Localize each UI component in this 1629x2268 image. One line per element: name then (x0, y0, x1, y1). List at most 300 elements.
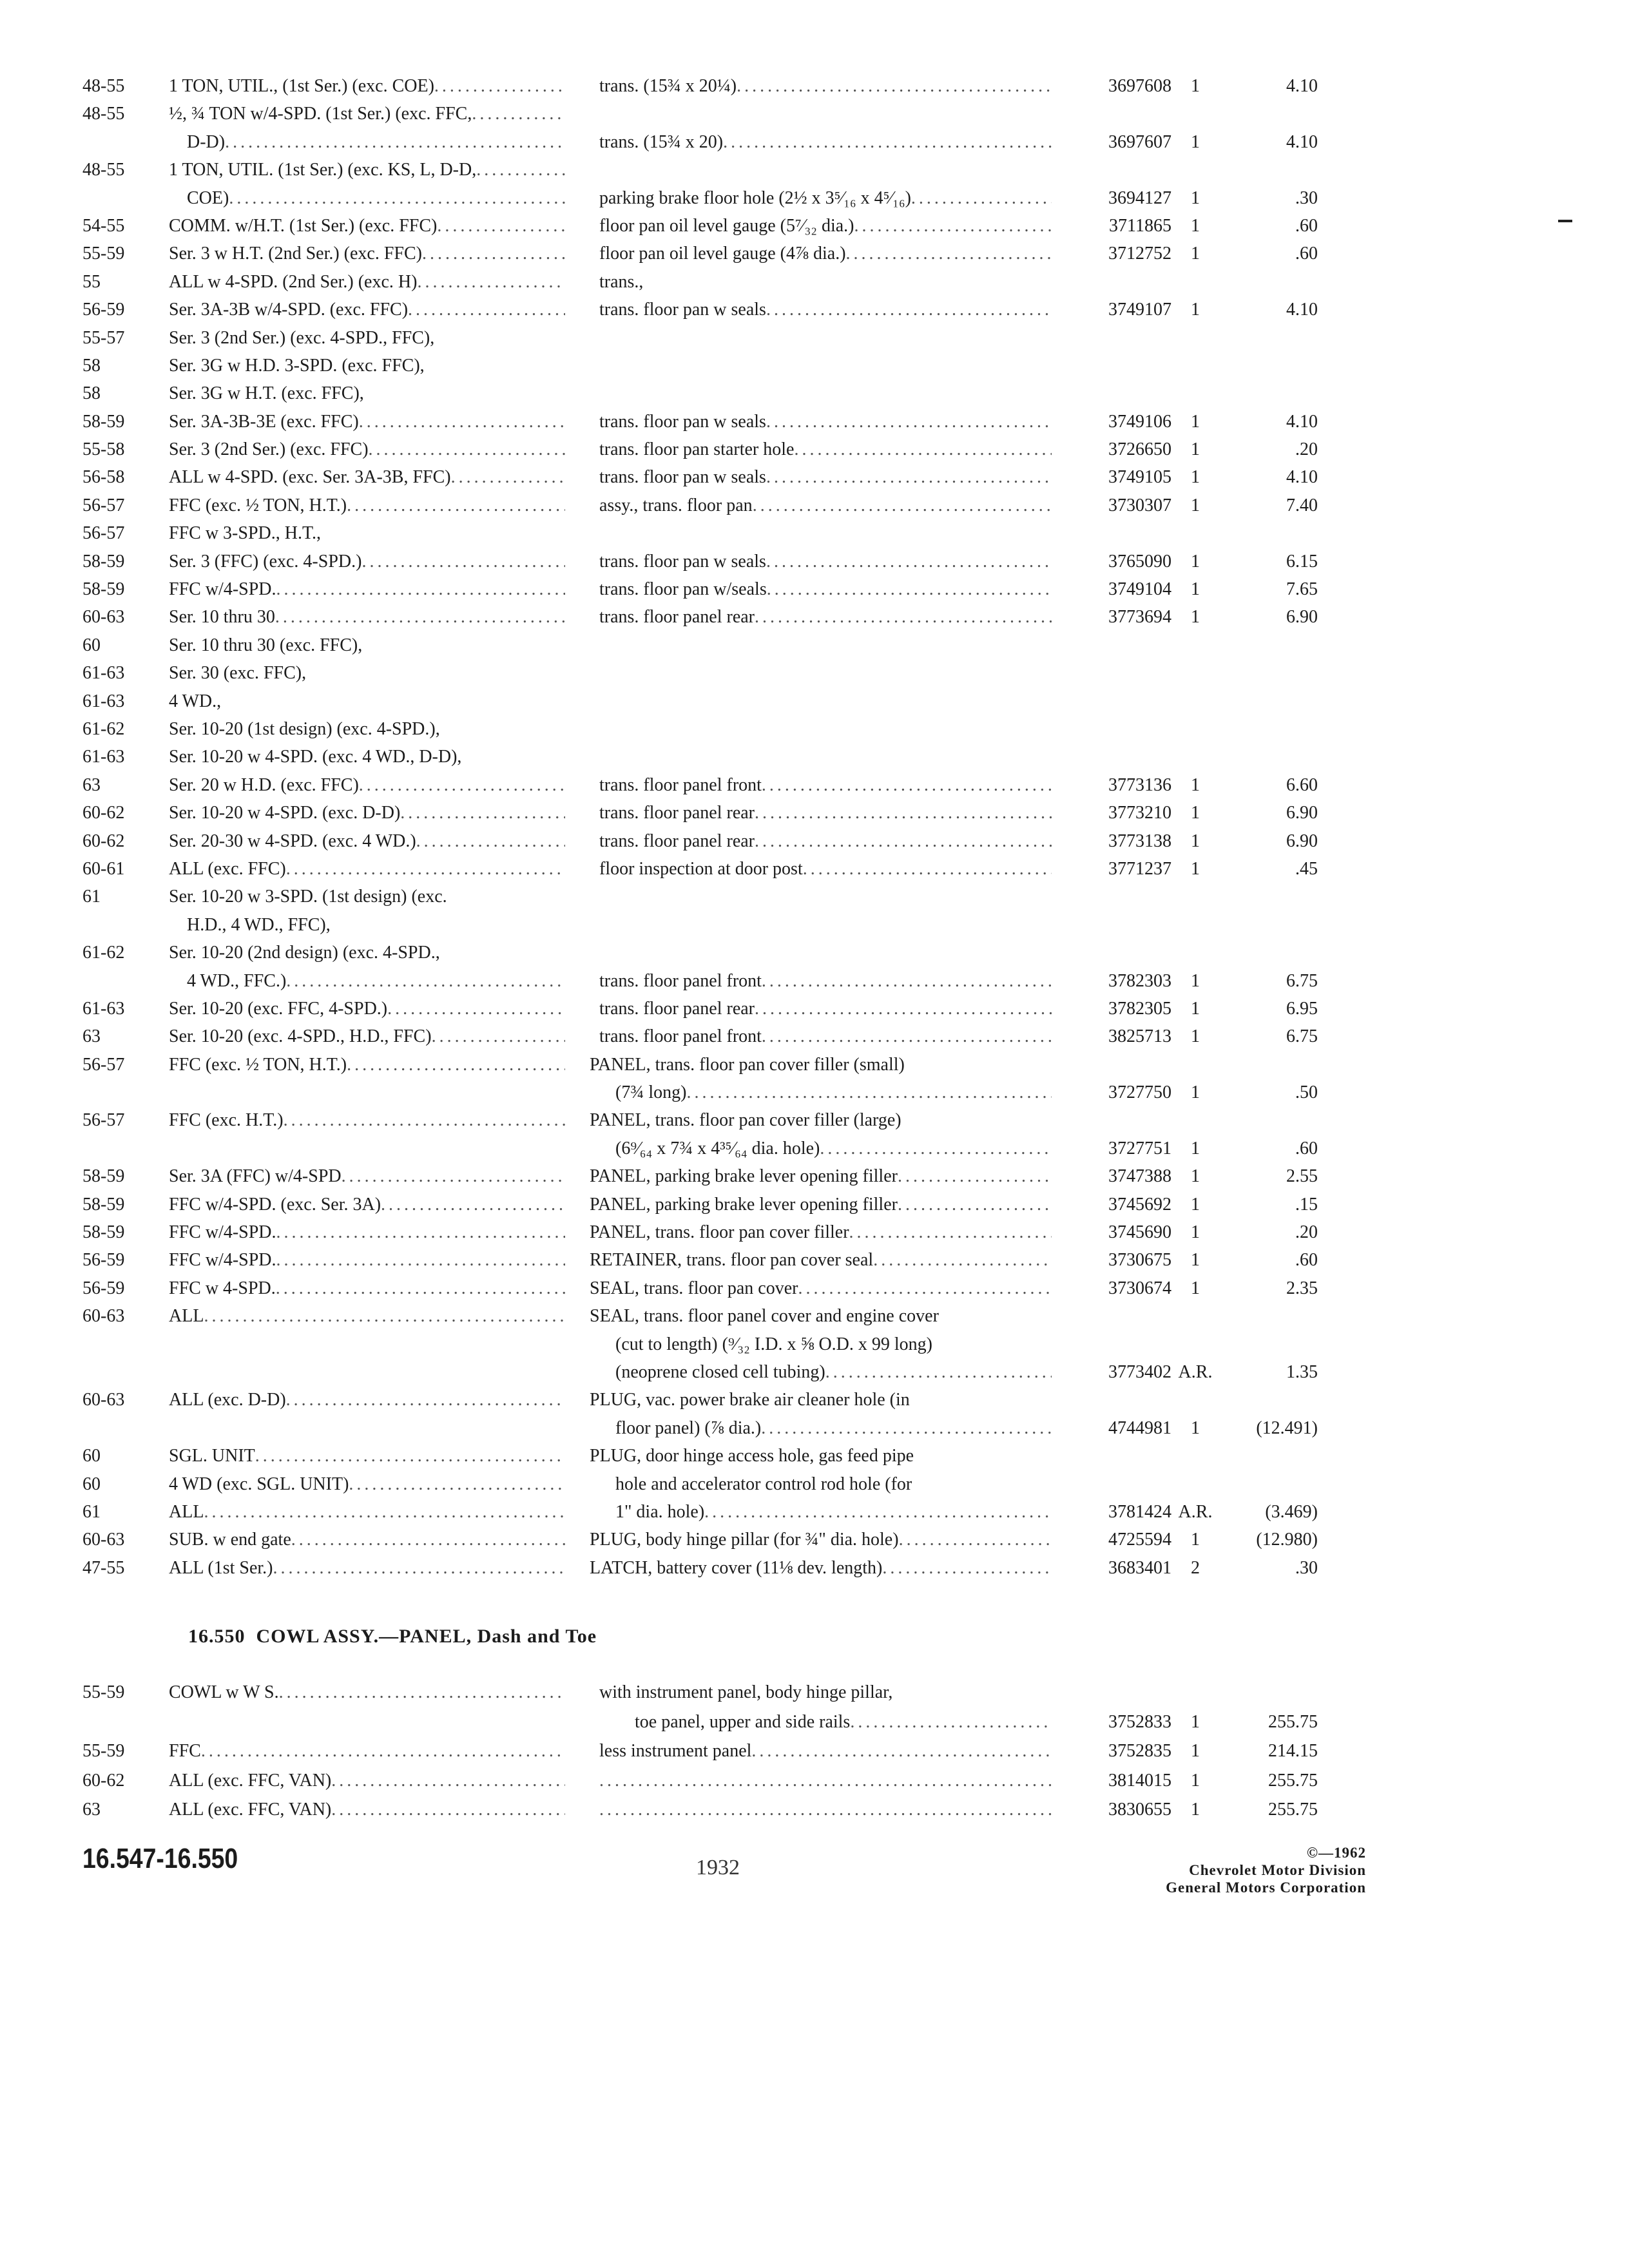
table-row (0, 156, 1629, 184)
table-row (0, 1554, 1629, 1582)
model-years: 61-62 (82, 943, 125, 963)
model-years: 63 (82, 1026, 101, 1047)
model-years: 56-57 (82, 495, 125, 515)
table-row (0, 939, 1629, 966)
leader-dots (753, 492, 1052, 519)
part-number: 4725594 (1108, 1530, 1171, 1550)
model-applicability-text: FFC w/4-SPD. (169, 579, 276, 600)
table-row (0, 519, 1629, 547)
price: 4.10 (1286, 300, 1318, 320)
model-applicability: Ser. 3G w H.T. (exc. FFC), (169, 383, 364, 404)
model-applicability-text: FFC (169, 1741, 201, 1761)
part-description (615, 1135, 1052, 1162)
price: 255.75 (1268, 1800, 1318, 1820)
model-years: 48-55 (82, 160, 125, 180)
model-applicability (169, 1554, 565, 1582)
part-description: PANEL, trans. floor pan cover filler (small) (590, 1054, 905, 1075)
part-description (599, 463, 1052, 491)
model-years: 60-61 (82, 858, 125, 879)
part-number: 3773402 (1108, 1361, 1171, 1382)
part-description-text: trans. floor panel rear (599, 607, 755, 628)
price: .20 (1295, 439, 1318, 460)
price: .30 (1295, 187, 1318, 208)
table-row (0, 1358, 1629, 1386)
quantity: 1 (1191, 495, 1200, 515)
part-number: 3773138 (1108, 831, 1171, 851)
model-applicability (169, 1678, 565, 1707)
part-number: 4744981 (1108, 1418, 1171, 1438)
table-row (0, 1442, 1629, 1470)
model-applicability-text: COWL w W S. (169, 1682, 279, 1702)
model-years: 54-55 (82, 215, 125, 236)
quantity: 1 (1191, 76, 1200, 96)
copyright: ©—1962 (1306, 1845, 1366, 1861)
price: 6.90 (1286, 607, 1318, 628)
part-description (599, 1736, 1052, 1766)
model-applicability-text: Ser. 10-20 (exc. 4-SPD., H.D., FFC) (169, 1026, 432, 1047)
part-number: 3773694 (1108, 607, 1171, 628)
quantity: 1 (1191, 131, 1200, 152)
table-row (0, 1051, 1629, 1079)
part-description-text: trans. floor panel front (599, 970, 762, 991)
model-applicability (169, 1498, 565, 1526)
quantity: 1 (1191, 215, 1200, 236)
quantity: 1 (1191, 607, 1200, 628)
model-years: 56-57 (82, 1110, 125, 1131)
table-row (0, 380, 1629, 407)
price: .60 (1295, 1138, 1318, 1158)
model-applicability-text: 4 WD., FFC.) (187, 970, 287, 991)
leader-dots (911, 184, 1052, 212)
model-applicability-text: FFC (exc. H.T.) (169, 1110, 284, 1131)
table-row (0, 967, 1629, 995)
model-applicability-text: Ser. 3A (FFC) w/4-SPD (169, 1166, 342, 1187)
price: 2.35 (1286, 1278, 1318, 1298)
model-years: 60-63 (82, 1390, 125, 1410)
model-applicability-text: ALL (exc. D-D) (169, 1390, 286, 1410)
part-number: 3694127 (1108, 187, 1171, 208)
quantity: 1 (1191, 1278, 1200, 1298)
leader-dots (599, 1766, 1052, 1796)
part-description-text: trans. floor panel front (599, 1026, 762, 1047)
part-description-text: trans. (15¾ x 20¼) (599, 76, 737, 96)
leader-dots (359, 408, 565, 436)
price: (12.491) (1256, 1418, 1318, 1438)
part-number: 3773136 (1108, 774, 1171, 795)
model-applicability-text: Ser. 20-30 w 4-SPD. (exc. 4 WD.) (169, 831, 416, 851)
table-row (0, 463, 1629, 491)
model-applicability-text: FFC w/4-SPD. (169, 1222, 276, 1243)
part-description (599, 1795, 1052, 1825)
quantity: A.R. (1178, 1501, 1213, 1522)
model-applicability (169, 1274, 565, 1302)
part-description (599, 827, 1052, 855)
quantity: 1 (1191, 579, 1200, 600)
part-description (599, 212, 1052, 240)
price: 255.75 (1268, 1711, 1318, 1732)
model-applicability-text: SUB. w end gate (169, 1530, 291, 1550)
model-applicability: Ser. 10 thru 30 (exc. FFC), (169, 635, 363, 655)
quantity: 1 (1191, 467, 1200, 488)
model-applicability (169, 575, 565, 603)
table-row (0, 212, 1629, 240)
price: 4.10 (1286, 131, 1318, 152)
page-number: 1932 (696, 1856, 740, 1879)
model-years: 61 (82, 887, 101, 907)
quantity: 1 (1191, 411, 1200, 432)
part-description (599, 548, 1052, 575)
part-description (599, 72, 1052, 100)
model-years: 55-58 (82, 439, 125, 460)
leader-dots (229, 184, 565, 212)
part-description: PANEL, trans. floor pan cover filler (large) (590, 1110, 901, 1131)
leader-dots (762, 1023, 1052, 1050)
part-description (599, 184, 1052, 212)
table-row (0, 855, 1629, 883)
price: 214.15 (1268, 1741, 1318, 1761)
quantity: 1 (1191, 1800, 1200, 1820)
price: 4.10 (1286, 467, 1318, 488)
part-description (615, 1498, 1052, 1526)
model-years: 58-59 (82, 579, 125, 600)
quantity: 1 (1191, 970, 1200, 991)
model-years: 55-57 (82, 327, 125, 348)
part-description (615, 1358, 1052, 1386)
quantity: 1 (1191, 774, 1200, 795)
model-years: 61 (82, 1501, 101, 1522)
quantity: 1 (1191, 439, 1200, 460)
model-applicability (169, 240, 565, 267)
leader-dots (762, 771, 1052, 799)
leader-dots (820, 1135, 1052, 1162)
model-years: 60-62 (82, 803, 125, 823)
part-number: 3825713 (1108, 1026, 1171, 1047)
leader-dots (416, 827, 565, 855)
part-description (590, 1274, 1052, 1302)
leader-dots (276, 1274, 565, 1302)
model-applicability: Ser. 3 (2nd Ser.) (exc. 4-SPD., FFC), (169, 327, 435, 348)
part-number: 3745692 (1108, 1194, 1171, 1215)
publisher-corporation: General Motors Corporation (1166, 1879, 1366, 1896)
table-row (0, 743, 1629, 771)
quantity: 1 (1191, 187, 1200, 208)
quantity: 1 (1191, 1770, 1200, 1791)
leader-dots (766, 463, 1052, 491)
table-row (0, 492, 1629, 519)
part-description (590, 1246, 1052, 1274)
leader-dots (437, 212, 565, 240)
part-number: 3712752 (1108, 244, 1171, 264)
table-row (0, 1331, 1629, 1358)
quantity: 1 (1191, 1222, 1200, 1243)
quantity: A.R. (1178, 1361, 1213, 1382)
leader-dots (472, 100, 565, 128)
model-applicability-text: ALL (169, 1501, 204, 1522)
model-applicability-text: Ser. 3A-3B w/4-SPD. (exc. FFC) (169, 300, 409, 320)
leader-dots (286, 855, 565, 883)
leader-dots (347, 1051, 565, 1079)
price: .15 (1295, 1194, 1318, 1215)
part-description (599, 436, 1052, 463)
table-row (0, 324, 1629, 352)
model-applicability-text: ALL (169, 1306, 204, 1327)
model-years: 58-59 (82, 1194, 125, 1215)
model-applicability (169, 548, 565, 575)
leader-dots (755, 827, 1052, 855)
publisher-division: Chevrolet Motor Division (1189, 1862, 1366, 1878)
leader-dots (825, 1358, 1052, 1386)
model-applicability-text: 4 WD (exc. SGL. UNIT) (169, 1474, 349, 1494)
table-row (0, 184, 1629, 212)
model-years: 60-63 (82, 1530, 125, 1550)
table-row (0, 1135, 1629, 1162)
leader-dots (849, 1218, 1052, 1246)
leader-dots (898, 1191, 1052, 1218)
part-number: 3749105 (1108, 467, 1171, 488)
model-applicability (169, 1736, 565, 1766)
table-row (0, 1526, 1629, 1553)
quantity: 1 (1191, 1250, 1200, 1271)
table-row (0, 72, 1629, 100)
model-applicability (169, 156, 565, 184)
part-description-text: trans. floor pan w seals (599, 551, 766, 572)
price: 4.10 (1286, 76, 1318, 96)
model-applicability-text: 1 TON, UTIL. (1st Ser.) (exc. KS, L, D-D, (169, 160, 477, 180)
part-description: with instrument panel, body hinge pillar, (599, 1682, 893, 1702)
model-years: 56-58 (82, 467, 125, 488)
table-row (0, 1162, 1629, 1190)
part-description-text: toe panel, upper and side rails (635, 1711, 851, 1732)
price: 6.90 (1286, 831, 1318, 851)
price: 6.90 (1286, 803, 1318, 823)
model-applicability-text: ALL w 4-SPD. (2nd Ser.) (exc. H) (169, 271, 418, 292)
model-applicability (169, 771, 565, 799)
part-description-text: floor pan oil level gauge (5⁷⁄₃₂ dia.) (599, 215, 854, 236)
model-applicability-text: D-D) (187, 131, 226, 152)
parts-table (0, 72, 1629, 1582)
part-number: 3782305 (1108, 998, 1171, 1019)
leader-dots (349, 1470, 565, 1498)
model-applicability-text: Ser. 3 (FFC) (exc. 4-SPD.) (169, 551, 362, 572)
model-years: 60-63 (82, 607, 125, 628)
part-description-text: (neoprene closed cell tubing) (615, 1361, 825, 1382)
model-years: 61-63 (82, 663, 125, 684)
model-applicability (169, 855, 565, 883)
price: 255.75 (1268, 1770, 1318, 1791)
leader-dots (408, 296, 565, 323)
model-applicability: FFC w 3-SPD., H.T., (169, 523, 321, 544)
leader-dots (347, 492, 565, 519)
part-number: 3730674 (1108, 1278, 1171, 1298)
leader-dots (873, 1246, 1052, 1274)
table-row (0, 296, 1629, 323)
part-number: 3749106 (1108, 411, 1171, 432)
price: .30 (1295, 1557, 1318, 1578)
leader-dots (899, 1526, 1052, 1553)
part-description (599, 799, 1052, 827)
model-applicability-text: 1 TON, UTIL., (1st Ser.) (exc. COE) (169, 76, 434, 96)
model-applicability (169, 1386, 565, 1414)
leader-dots (331, 1795, 565, 1825)
part-description-text: trans. floor panel rear (599, 803, 755, 823)
model-years: 58-59 (82, 1222, 125, 1243)
model-years: 55-59 (82, 1682, 125, 1702)
part-description (599, 1766, 1052, 1796)
leader-dots (686, 1079, 1052, 1106)
table-row (0, 240, 1629, 267)
model-applicability (169, 268, 565, 296)
model-applicability-text: Ser. 10-20 (exc. FFC, 4-SPD.) (169, 998, 388, 1019)
leader-dots (898, 1162, 1052, 1190)
model-years: 55-59 (82, 244, 125, 264)
leader-dots (755, 603, 1052, 631)
table-row (0, 1766, 1629, 1796)
model-applicability-text: ALL (exc. FFC, VAN) (169, 1800, 332, 1820)
part-description (599, 995, 1052, 1023)
leader-dots (291, 1526, 565, 1553)
price: (12.980) (1256, 1530, 1318, 1550)
quantity: 1 (1191, 300, 1200, 320)
model-applicability-text: ALL (exc. FFC) (169, 858, 286, 879)
model-applicability (169, 72, 565, 100)
leader-dots (846, 240, 1052, 267)
part-description (599, 492, 1052, 519)
part-number: 3697608 (1108, 76, 1171, 96)
leader-dots (273, 1554, 566, 1582)
model-years: 60-62 (82, 1770, 125, 1791)
model-applicability (169, 408, 565, 436)
leader-dots (255, 1442, 565, 1470)
publisher-block (1095, 1844, 1366, 1896)
part-description (635, 1707, 1052, 1737)
part-number: 3711865 (1109, 215, 1171, 236)
part-description: hole and accelerator control rod hole (for (615, 1474, 912, 1494)
table-row (0, 548, 1629, 575)
leader-dots (276, 1218, 565, 1246)
table-row (0, 408, 1629, 436)
model-applicability-text: ALL w 4-SPD. (exc. Ser. 3A-3B, FFC) (169, 467, 451, 488)
part-number: 3749104 (1108, 579, 1171, 600)
part-description-text: floor pan oil level gauge (4⅞ dia.) (599, 244, 846, 264)
part-description-text: floor panel) (⅞ dia.) (615, 1418, 762, 1438)
leader-dots (400, 799, 565, 827)
model-applicability (169, 492, 565, 519)
table-row (0, 128, 1629, 156)
model-years: 58 (82, 355, 101, 376)
leader-dots (417, 268, 565, 296)
leader-dots (279, 1678, 565, 1707)
leader-dots (476, 156, 565, 184)
model-years: 61-63 (82, 691, 125, 711)
quantity: 2 (1191, 1557, 1200, 1578)
table-row (0, 603, 1629, 631)
model-years: 58-59 (82, 411, 125, 432)
model-applicability (169, 1162, 565, 1190)
leader-dots (882, 1554, 1052, 1582)
leader-dots (755, 995, 1052, 1023)
quantity: 1 (1191, 998, 1200, 1019)
model-applicability (169, 1302, 565, 1330)
part-number: 3727750 (1108, 1082, 1171, 1103)
model-applicability-text: Ser. 3 (2nd Ser.) (exc. FFC) (169, 439, 369, 460)
model-applicability (169, 1218, 565, 1246)
model-applicability: Ser. 10-20 (1st design) (exc. 4-SPD.), (169, 718, 440, 739)
part-description (615, 1079, 1052, 1106)
leader-dots (422, 240, 565, 267)
table-row (0, 1274, 1629, 1302)
part-number: 3765090 (1108, 551, 1171, 572)
model-applicability-text: FFC (exc. ½ TON, H.T.) (169, 495, 347, 515)
model-applicability (169, 1023, 565, 1050)
model-applicability-text: Ser. 10 thru 30 (169, 607, 275, 628)
part-description (599, 128, 1052, 156)
part-number: 3730675 (1108, 1250, 1171, 1271)
quantity: 1 (1191, 244, 1200, 264)
part-description-text: trans. floor pan w seals (599, 300, 766, 320)
part-description (590, 1526, 1052, 1553)
model-applicability (169, 100, 565, 128)
model-years: 47-55 (82, 1557, 125, 1578)
part-description-text: less instrument panel (599, 1741, 752, 1761)
table-row (0, 659, 1629, 687)
model-applicability (169, 1795, 565, 1825)
leader-dots (387, 995, 565, 1023)
part-description-text: trans. floor pan starter hole (599, 439, 795, 460)
leader-dots (451, 463, 565, 491)
table-row (0, 911, 1629, 939)
table-row (0, 771, 1629, 799)
leader-dots (204, 1498, 565, 1526)
part-description-text: trans. floor pan w seals (599, 411, 766, 432)
model-applicability (169, 212, 565, 240)
table-row (0, 1302, 1629, 1330)
model-applicability-text: FFC w/4-SPD. (exc. Ser. 3A) (169, 1194, 381, 1215)
model-years: 61-62 (82, 718, 125, 739)
table-row (0, 995, 1629, 1023)
cowl-parts-table (0, 1678, 1629, 1825)
quantity: 1 (1191, 1138, 1200, 1158)
model-applicability (169, 436, 565, 463)
table-row (0, 631, 1629, 659)
model-applicability-text: ALL (exc. FFC, VAN) (169, 1770, 332, 1791)
part-number: 3749107 (1108, 300, 1171, 320)
table-row (0, 883, 1629, 910)
part-description-text: trans. floor panel rear (599, 831, 755, 851)
price: 6.60 (1286, 774, 1318, 795)
model-applicability (169, 1442, 565, 1470)
section-range: 16.547-16.550 (82, 1843, 238, 1874)
section-number: 16.550 (188, 1626, 246, 1647)
leader-dots (432, 1023, 565, 1050)
model-applicability (187, 967, 565, 995)
model-applicability (169, 463, 565, 491)
leader-dots (286, 1386, 565, 1414)
section-heading (188, 1626, 597, 1648)
price: 1.35 (1286, 1361, 1318, 1382)
part-description: PLUG, door hinge access hole, gas feed pipe (590, 1446, 914, 1466)
table-row (0, 352, 1629, 380)
table-row (0, 1023, 1629, 1050)
part-description: PLUG, vac. power brake air cleaner hole (in (590, 1390, 910, 1410)
model-years: 60 (82, 1446, 101, 1466)
price: 7.65 (1286, 579, 1318, 600)
part-description (599, 967, 1052, 995)
model-years: 58 (82, 383, 101, 404)
model-years: 55 (82, 271, 101, 292)
leader-dots (761, 1414, 1052, 1442)
part-description: SEAL, trans. floor panel cover and engine cover (590, 1306, 939, 1327)
part-number: 3726650 (1108, 439, 1171, 460)
